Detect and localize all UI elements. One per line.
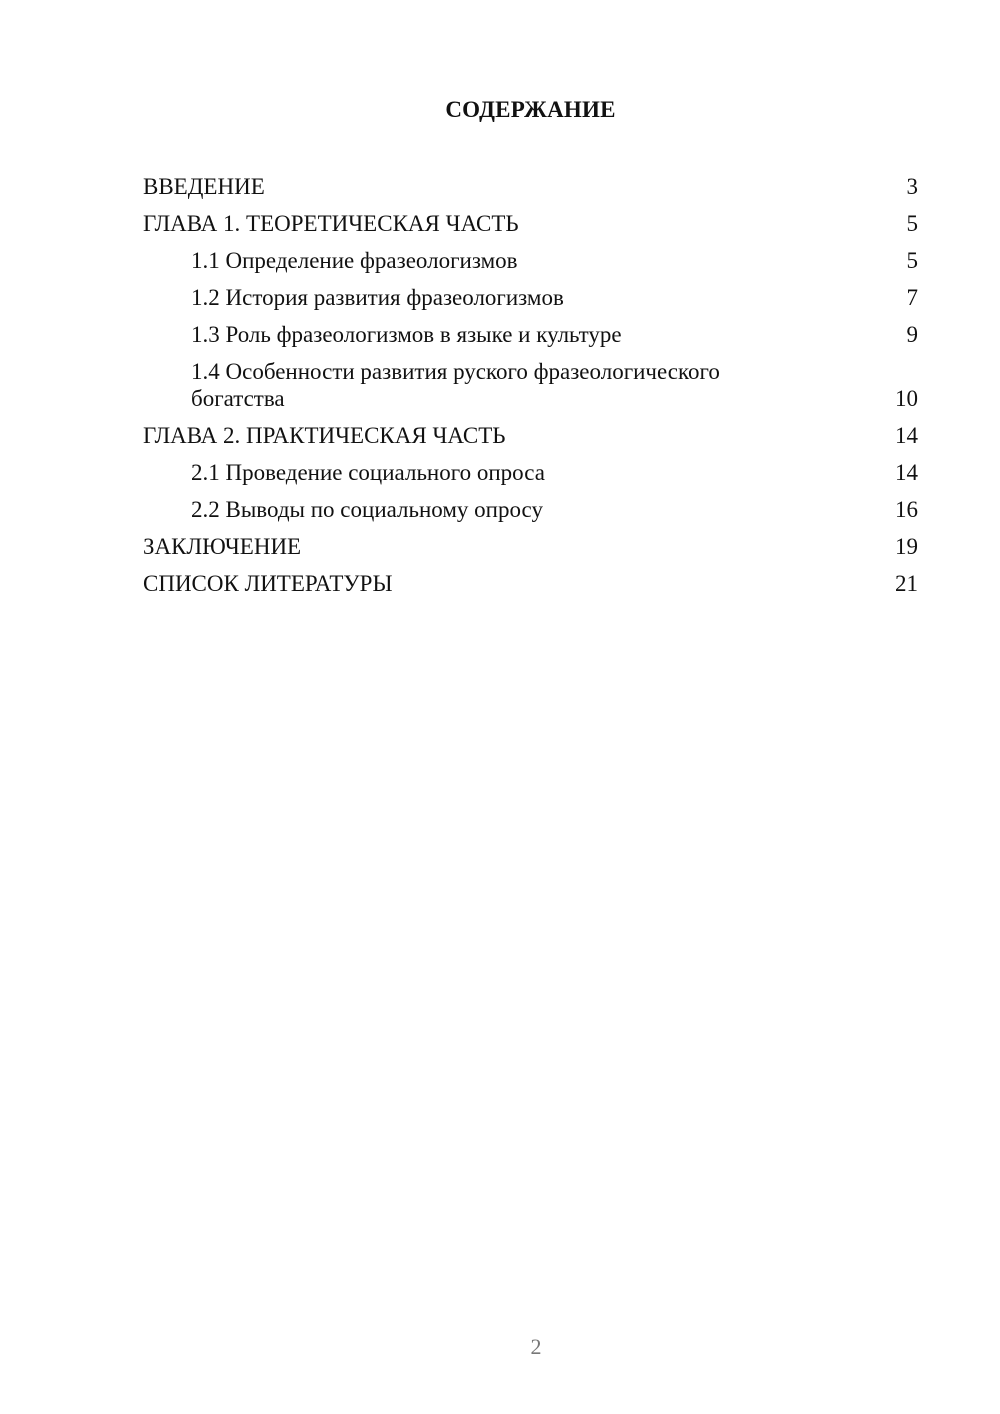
toc-entry-title: ЗАКЛЮЧЕНИЕ xyxy=(143,534,302,559)
toc-entry-section-2-1 xyxy=(143,455,918,492)
toc-entry-page: 5 xyxy=(906,247,918,273)
toc-entry-page: 19 xyxy=(895,534,918,559)
toc-entry-chapter-1 xyxy=(143,205,918,242)
toc-entry-section-1-2 xyxy=(143,279,918,316)
toc-entry-page: 14 xyxy=(895,423,918,448)
toc-entry-title: ГЛАВА 2. ПРАКТИЧЕСКАЯ ЧАСТЬ xyxy=(143,423,506,448)
toc-entry-title: СПИСОК ЛИТЕРАТУРЫ xyxy=(143,571,393,596)
toc-entry-page: 5 xyxy=(906,210,918,236)
toc-entry-introduction xyxy=(143,168,918,205)
toc-entry-title: 1.1 Определение фразеологизмов xyxy=(191,247,518,273)
toc-entry-page: 21 xyxy=(895,571,918,596)
toc-entry-title: 1.2 История развития фразеологизмов xyxy=(191,284,564,310)
toc-entry-section-1-4 xyxy=(143,353,918,418)
toc-entry-page: 7 xyxy=(906,284,918,310)
toc-entry-title: ГЛАВА 1. ТЕОРЕТИЧЕСКАЯ ЧАСТЬ xyxy=(143,210,519,236)
toc-entry-chapter-2 xyxy=(143,418,918,455)
toc-entry-references xyxy=(143,566,918,603)
toc-entry-title: 2.2 Выводы по социальному опросу xyxy=(191,497,543,522)
toc-entry-page: 16 xyxy=(895,497,918,522)
toc-entry-page: 9 xyxy=(906,321,918,347)
toc-entry-page: 14 xyxy=(895,460,918,485)
page-title: СОДЕРЖАНИЕ xyxy=(445,97,616,122)
toc-entry-title: 1.4 Особенности развития руского фразеологического богатства xyxy=(191,358,720,411)
toc-entry-title: ВВЕДЕНИЕ xyxy=(143,173,265,199)
toc-entry-section-1-1 xyxy=(143,242,918,279)
page-number: 2 xyxy=(530,1334,542,1359)
toc-entry-title: 2.1 Проведение социального опроса xyxy=(191,460,545,485)
toc-entry-page: 3 xyxy=(906,173,918,199)
toc-entry-section-2-2 xyxy=(143,492,918,529)
toc-entry-section-1-3 xyxy=(143,316,918,353)
toc-entry-conclusion xyxy=(143,529,918,566)
table-of-contents xyxy=(143,168,918,603)
toc-entry-title: 1.3 Роль фразеологизмов в языке и культуре xyxy=(191,321,622,347)
toc-entry-page: 10 xyxy=(895,386,918,411)
